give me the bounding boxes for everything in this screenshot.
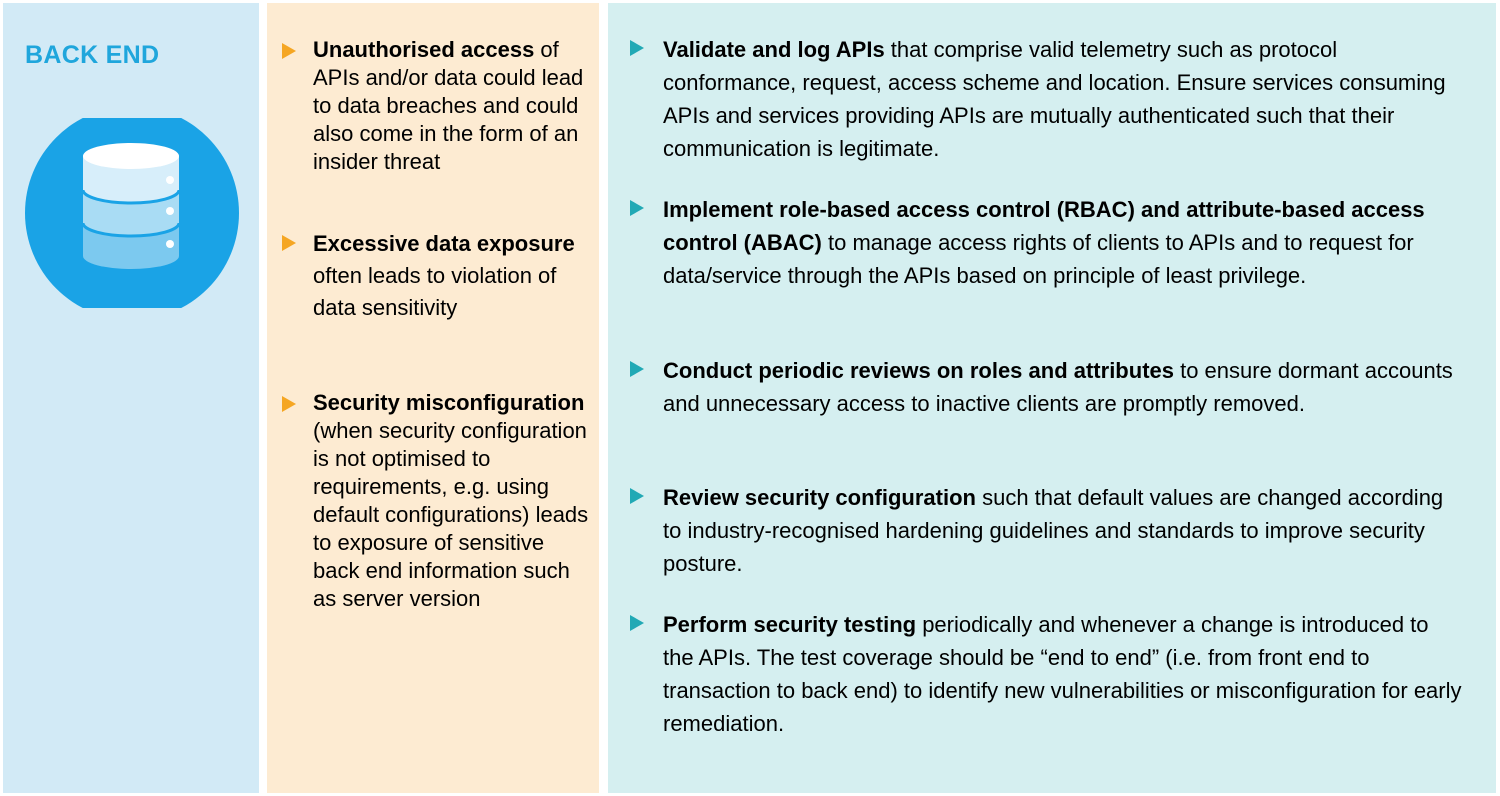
control-bullet-icon xyxy=(630,361,644,377)
control-bullet-icon xyxy=(630,40,644,56)
section-panel xyxy=(3,3,259,793)
risk-title: Excessive data exposure xyxy=(313,231,575,256)
risk-text: often leads to violation of data sensitivity xyxy=(313,263,557,320)
control-text: to ensure dormant accounts and unnecessary access to inactive clients are promptly removed. xyxy=(663,358,1453,416)
risks-panel xyxy=(267,3,599,793)
control-text: that comprise valid telemetry such as protocol conformance, request, access scheme and location. Ensure services consuming APIs and services providing APIs are mutually authenticated such that their communication is legitimate. xyxy=(663,37,1446,161)
control-text: such that default values are changed according to industry-recognised hardening guidelines and standards to improve security posture. xyxy=(663,485,1444,576)
control-text: to manage access rights of clients to APIs and to request for data/service through the APIs based on principle of least privilege. xyxy=(663,230,1414,288)
risk-title: Unauthorised access xyxy=(313,37,535,62)
controls-panel xyxy=(608,3,1496,793)
control-bullet-icon xyxy=(630,488,644,504)
control-title: Implement role-based access control (RBAC) and attribute-based access control (ABAC) xyxy=(663,197,1425,255)
control-title: Perform security testing xyxy=(663,612,917,637)
risk-text: (when security configuration is not optimised to requirements, e.g. using default configurations) leads to exposure of sensitive back end information such as server version xyxy=(313,418,589,611)
control-title: Validate and log APIs xyxy=(663,37,885,62)
database-icon xyxy=(25,118,240,308)
control-title: Conduct periodic reviews on roles and attributes xyxy=(663,358,1174,383)
risk-text: of APIs and/or data could lead to data breaches and could also come in the form of an insider threat xyxy=(313,37,584,174)
control-bullet-icon xyxy=(630,615,644,631)
risk-bullet-icon xyxy=(282,235,296,251)
control-text: periodically and whenever a change is introduced to the APIs. The test coverage should be “end to end” (i.e. from front end to transaction to back end) to identify new vulnerabilities or misconfiguration for early remediation. xyxy=(663,612,1462,736)
risk-title: Security misconfiguration xyxy=(313,390,585,415)
section-title: BACK END xyxy=(25,41,160,69)
risk-bullet-icon xyxy=(282,43,296,59)
control-bullet-icon xyxy=(630,200,644,216)
risk-bullet-icon xyxy=(282,396,296,412)
control-title: Review security configuration xyxy=(663,485,976,510)
